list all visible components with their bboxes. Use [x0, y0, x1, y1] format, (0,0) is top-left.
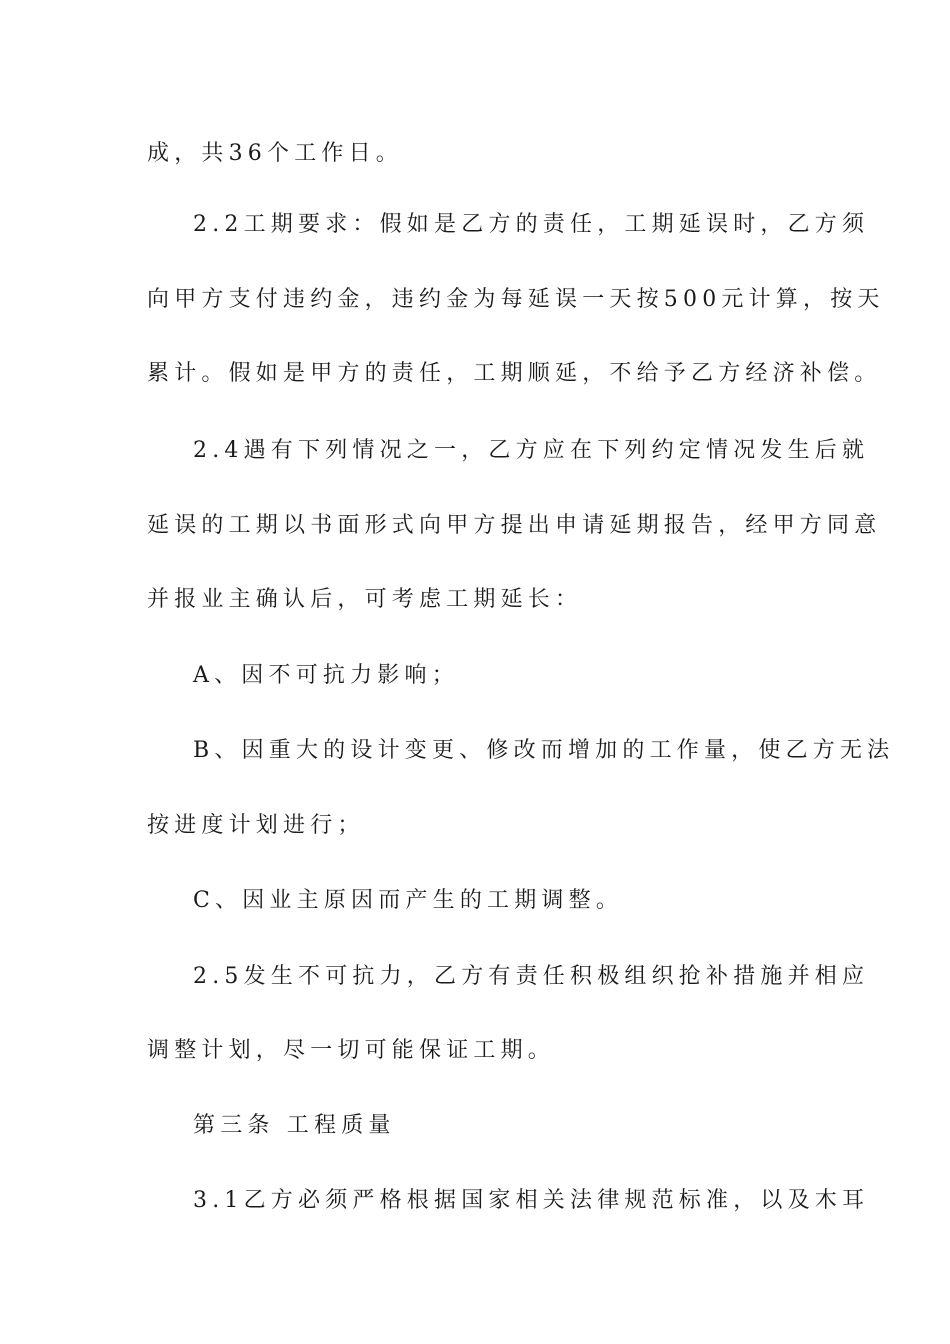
paragraph-line: 并报业主确认后，可考虑工期延长：	[147, 587, 583, 612]
paragraph-line: 累计。假如是甲方的责任，工期顺延，不给予乙方经济补偿。	[147, 361, 882, 386]
section-heading-article-3: 第三条 工程质量	[193, 1113, 396, 1138]
paragraph-line: 延误的工期以书面形式向甲方提出申请延期报告，经甲方同意	[147, 513, 882, 538]
paragraph-line: 调整计划，尽一切可能保证工期。	[147, 1038, 556, 1063]
paragraph-line: 成，共36个工作日。	[147, 141, 403, 166]
paragraph-line: 向甲方支付违约金，违约金为每延误一天按500元计算，按天	[147, 287, 885, 312]
clause-2-2-line: 2.2工期要求：假如是乙方的责任，工期延误时，乙方须	[193, 212, 870, 237]
clause-2-5-line: 2.5发生不可抗力，乙方有责任积极组织抢补措施并相应	[193, 964, 870, 989]
clause-2-4-line: 2.4遇有下列情况之一，乙方应在下列约定情况发生后就	[193, 438, 870, 463]
list-item-b: B、因重大的设计变更、修改而增加的工作量，使乙方无法	[193, 738, 895, 763]
clause-3-1-line: 3.1乙方必须严格根据国家相关法律规范标准，以及木耳	[193, 1188, 870, 1213]
list-item-c: C、因业主原因而产生的工期调整。	[193, 888, 624, 913]
paragraph-line: 按进度计划进行；	[147, 813, 365, 838]
list-item-a: A、因不可抗力影响；	[193, 663, 459, 688]
